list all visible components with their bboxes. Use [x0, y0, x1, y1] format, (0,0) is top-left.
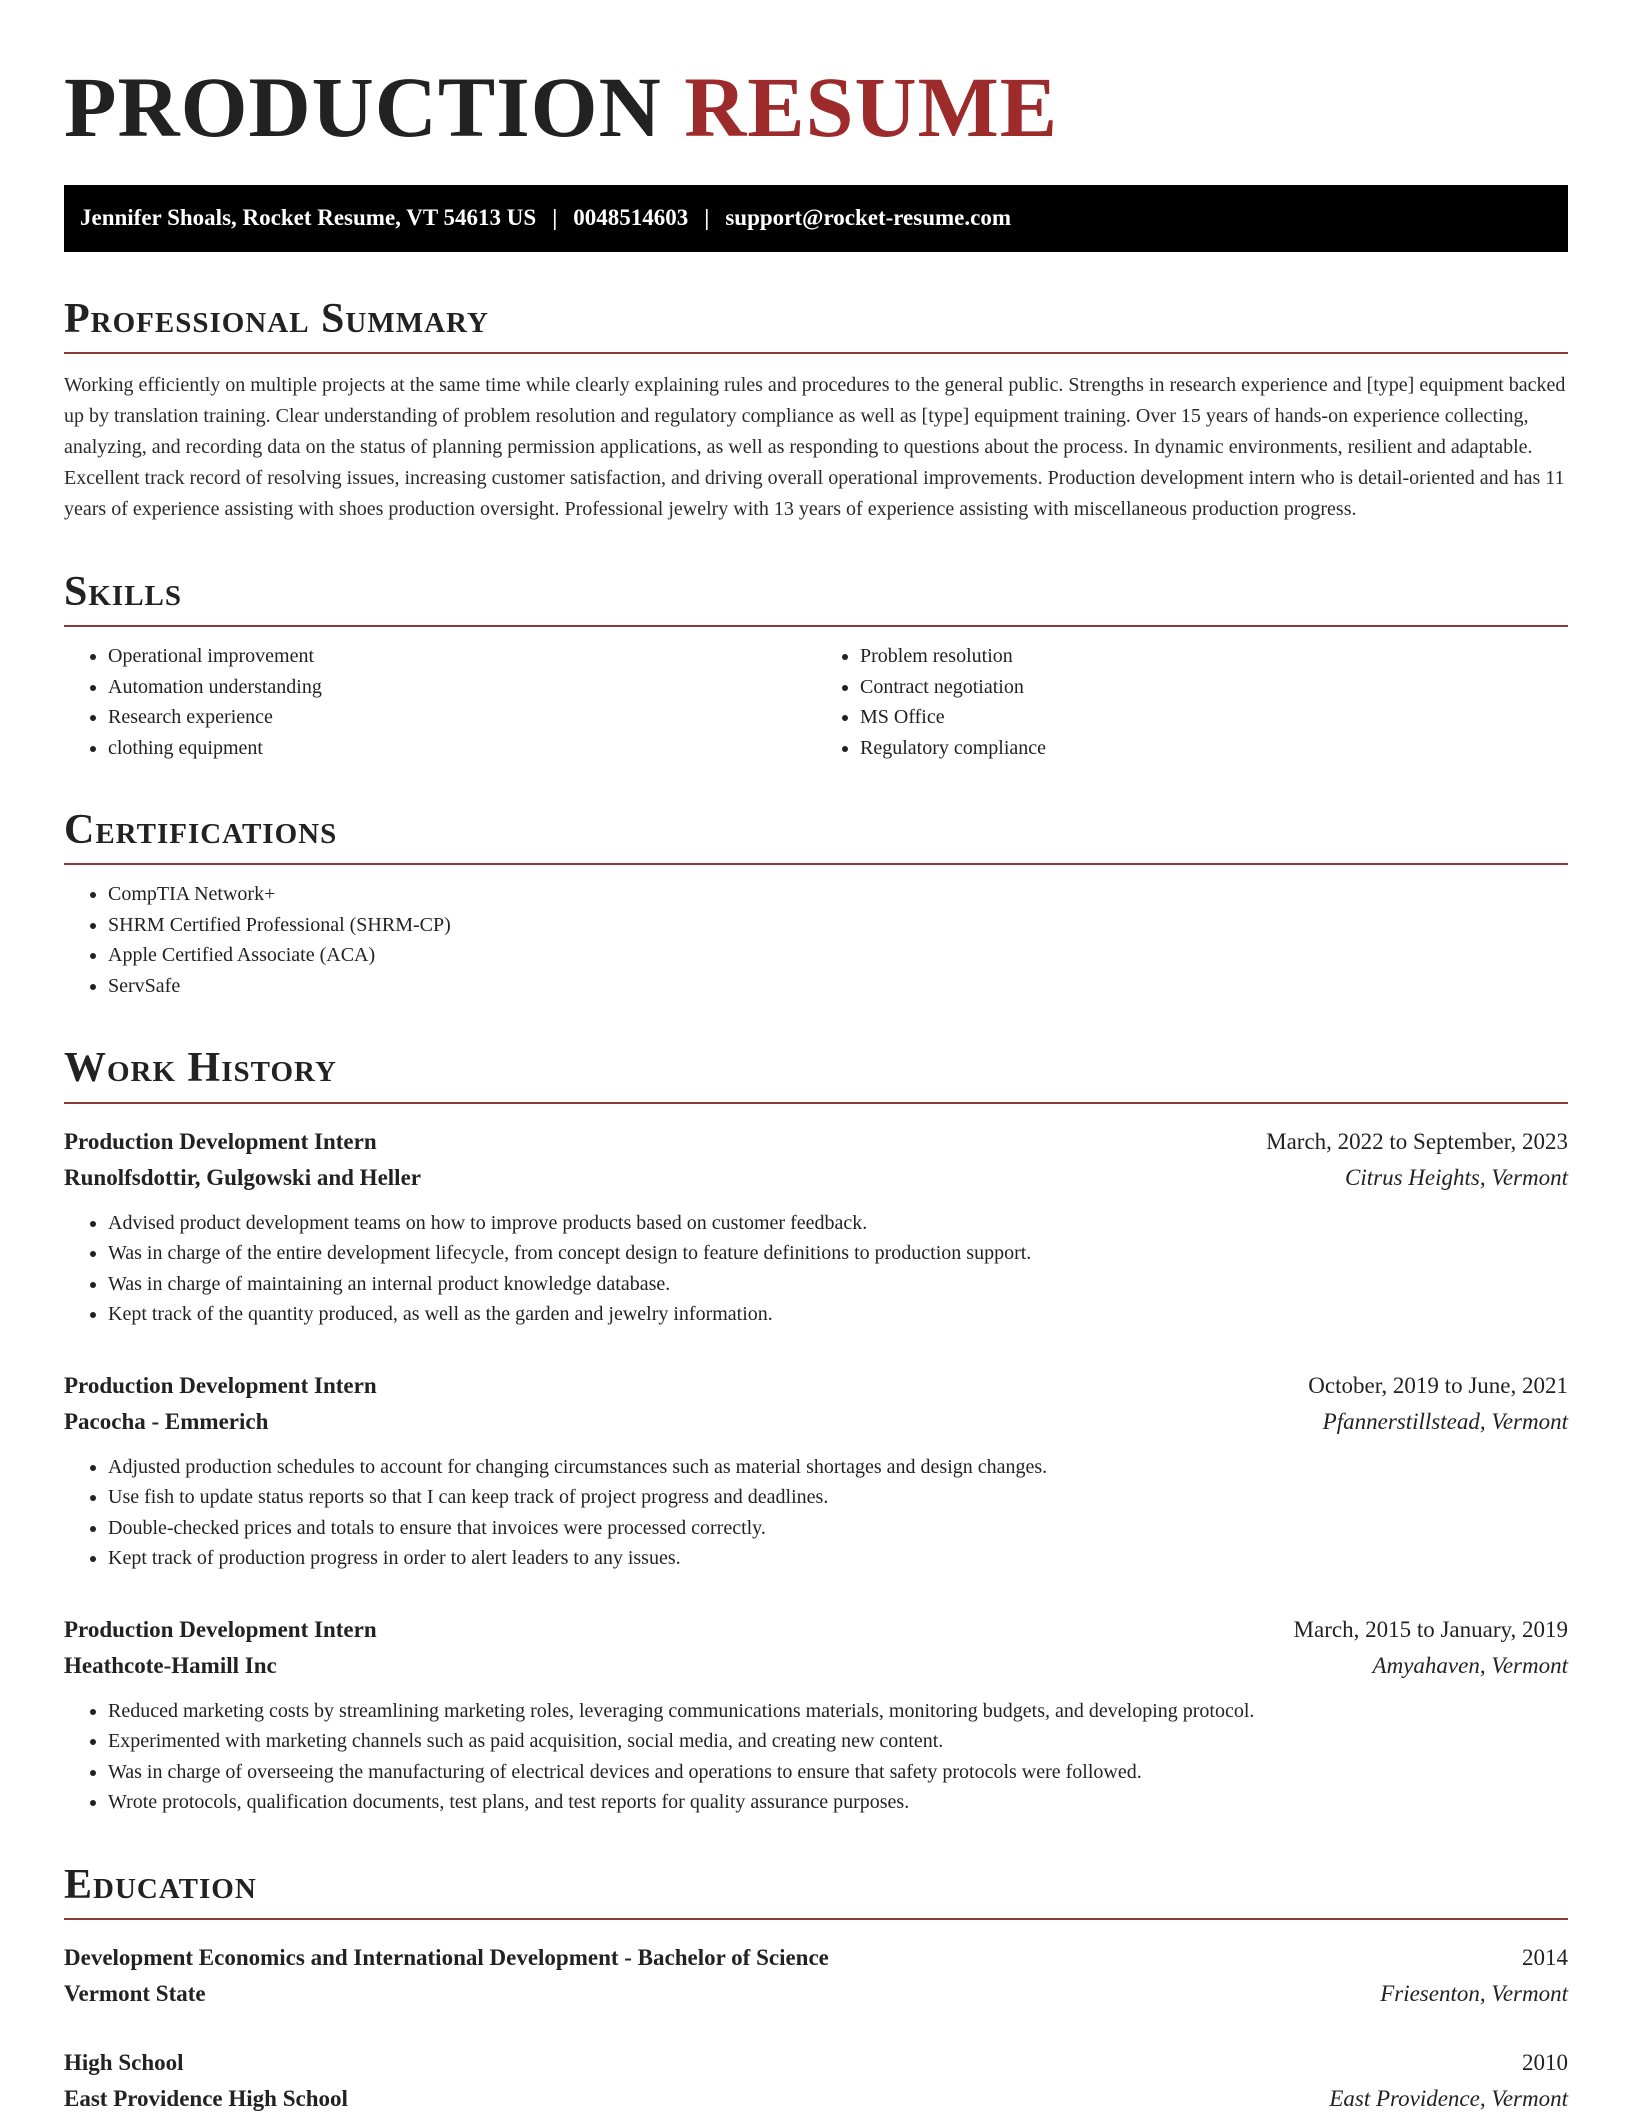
- job-company-row: [64, 1648, 1568, 1684]
- job-bullet: • Advised product development teams on how to improve products based on customer feedback.: [108, 1208, 1568, 1239]
- education-degree-row: [64, 2045, 1568, 2081]
- work-history-heading: Work History: [64, 1045, 1568, 1103]
- education-degree: Development Economics and International Development - Bachelor of Science: [64, 1944, 829, 1970]
- skill-item: • Automation understanding: [108, 672, 816, 703]
- title-primary: PRODUCTION: [64, 59, 662, 155]
- job-location: Pfannerstillstead, Vermont: [1322, 1408, 1568, 1434]
- job-bullets: [64, 1452, 1568, 1574]
- job-entry: [64, 1612, 1568, 1818]
- job-bullets: [64, 1208, 1568, 1330]
- job-title: Production Development Intern: [64, 1372, 377, 1398]
- contact-phone: 0048514603: [573, 205, 689, 231]
- certification-item: • SHRM Certified Professional (SHRM-CP): [108, 910, 1568, 941]
- education-degree: High School: [64, 2049, 184, 2075]
- education-year: 2010: [1522, 2049, 1568, 2075]
- job-bullet: • Reduced marketing costs by streamlining marketing roles, leveraging communications materials, monitoring budgets, and developing protocol.: [108, 1696, 1568, 1727]
- certifications-list: [64, 879, 1568, 1001]
- job-bullet: • Adjusted production schedules to account for changing circumstances such as material shortages and design changes.: [108, 1452, 1568, 1483]
- education-degree-row: [64, 1940, 1568, 1976]
- education-location: East Providence, Vermont: [1329, 2085, 1568, 2111]
- job-dates: March, 2015 to January, 2019: [1293, 1616, 1568, 1642]
- job-bullet: • Was in charge of maintaining an internal product knowledge database.: [108, 1269, 1568, 1300]
- skills-list-right: [816, 641, 1568, 763]
- education-school-row: [64, 1976, 1568, 2012]
- skill-item: • MS Office: [860, 702, 1568, 733]
- education-entry: [64, 1940, 1568, 2012]
- resume-title: [64, 58, 1568, 157]
- education-heading: Education: [64, 1862, 1568, 1920]
- job-location: Amyahaven, Vermont: [1372, 1652, 1568, 1678]
- job-bullets: [64, 1696, 1568, 1818]
- job-header-row: [64, 1124, 1568, 1160]
- job-company: Pacocha - Emmerich: [64, 1408, 269, 1434]
- summary-text: Working efficiently on multiple projects at the same time while clearly explaining rules and procedures to the general public. Strengths in research experience and [type] equipment backed up by translation training. Clear understanding of problem resolution and regulatory compliance as well as [type] equipment training. Over 15 years of hands-on experience collecting, analyzing, and recording data on the status of planning permission applications, as well as responding to questions about the process. In dynamic environments, resilient and adaptable. Excellent track record of resolving issues, increasing customer satisfaction, and driving overall operational improvements. Production development intern who is detail-oriented and has 11 years of experience assisting with shoes production oversight. Professional jewelry with 13 years of experience assisting with miscellaneous production progress.: [64, 374, 1566, 521]
- job-bullet: • Use fish to update status reports so that I can keep track of project progress and deadlines.: [108, 1482, 1568, 1513]
- job-dates: March, 2022 to September, 2023: [1266, 1128, 1568, 1154]
- certifications-heading: Certifications: [64, 807, 1568, 865]
- summary-heading: Professional Summary: [64, 296, 1568, 354]
- job-title: Production Development Intern: [64, 1616, 377, 1642]
- job-bullet: • Kept track of the quantity produced, as well as the garden and jewelry information.: [108, 1299, 1568, 1330]
- contact-bar: [64, 185, 1568, 252]
- job-company-row: [64, 1160, 1568, 1196]
- job-entry: [64, 1368, 1568, 1574]
- job-company-row: [64, 1404, 1568, 1440]
- certification-item: • CompTIA Network+: [108, 879, 1568, 910]
- job-company: Runolfsdottir, Gulgowski and Heller: [64, 1164, 421, 1190]
- education-school: Vermont State: [64, 1980, 206, 2006]
- job-bullet: • Was in charge of overseeing the manufacturing of electrical devices and operations to ensure that safety protocols were followed.: [108, 1757, 1568, 1788]
- education-year: 2014: [1522, 1944, 1568, 1970]
- job-entry: [64, 1124, 1568, 1330]
- job-bullet: • Wrote protocols, qualification documents, test plans, and test reports for quality assurance purposes.: [108, 1787, 1568, 1818]
- education-entry: [64, 2045, 1568, 2117]
- job-bullet: • Double-checked prices and totals to ensure that invoices were processed correctly.: [108, 1513, 1568, 1544]
- job-company: Heathcote-Hamill Inc: [64, 1652, 277, 1678]
- job-title: Production Development Intern: [64, 1128, 377, 1154]
- skill-item: • Operational improvement: [108, 641, 816, 672]
- skills-grid: [64, 627, 1568, 763]
- education-location: Friesenton, Vermont: [1380, 1980, 1568, 2006]
- job-bullet: • Experimented with marketing channels such as paid acquisition, social media, and creating new content.: [108, 1726, 1568, 1757]
- contact-separator: |: [552, 205, 558, 231]
- skill-item: • clothing equipment: [108, 733, 816, 764]
- education-school: East Providence High School: [64, 2085, 348, 2111]
- skills-list-left: [64, 641, 816, 763]
- job-bullet: • Was in charge of the entire development lifecycle, from concept design to feature definitions to production support.: [108, 1238, 1568, 1269]
- education-school-row: [64, 2081, 1568, 2117]
- job-header-row: [64, 1368, 1568, 1404]
- certification-item: • ServSafe: [108, 971, 1568, 1002]
- skills-heading: Skills: [64, 569, 1568, 627]
- skill-item: • Problem resolution: [860, 641, 1568, 672]
- job-header-row: [64, 1612, 1568, 1648]
- contact-email: support@rocket-resume.com: [725, 205, 1011, 231]
- skill-item: • Contract negotiation: [860, 672, 1568, 703]
- skill-item: • Research experience: [108, 702, 816, 733]
- contact-address: Jennifer Shoals, Rocket Resume, VT 54613 US: [80, 205, 537, 231]
- job-dates: October, 2019 to June, 2021: [1308, 1372, 1568, 1398]
- certification-item: • Apple Certified Associate (ACA): [108, 940, 1568, 971]
- contact-separator: |: [704, 205, 710, 231]
- job-bullet: • Kept track of production progress in order to alert leaders to any issues.: [108, 1543, 1568, 1574]
- skill-item: • Regulatory compliance: [860, 733, 1568, 764]
- job-location: Citrus Heights, Vermont: [1345, 1164, 1568, 1190]
- title-accent: RESUME: [684, 59, 1059, 155]
